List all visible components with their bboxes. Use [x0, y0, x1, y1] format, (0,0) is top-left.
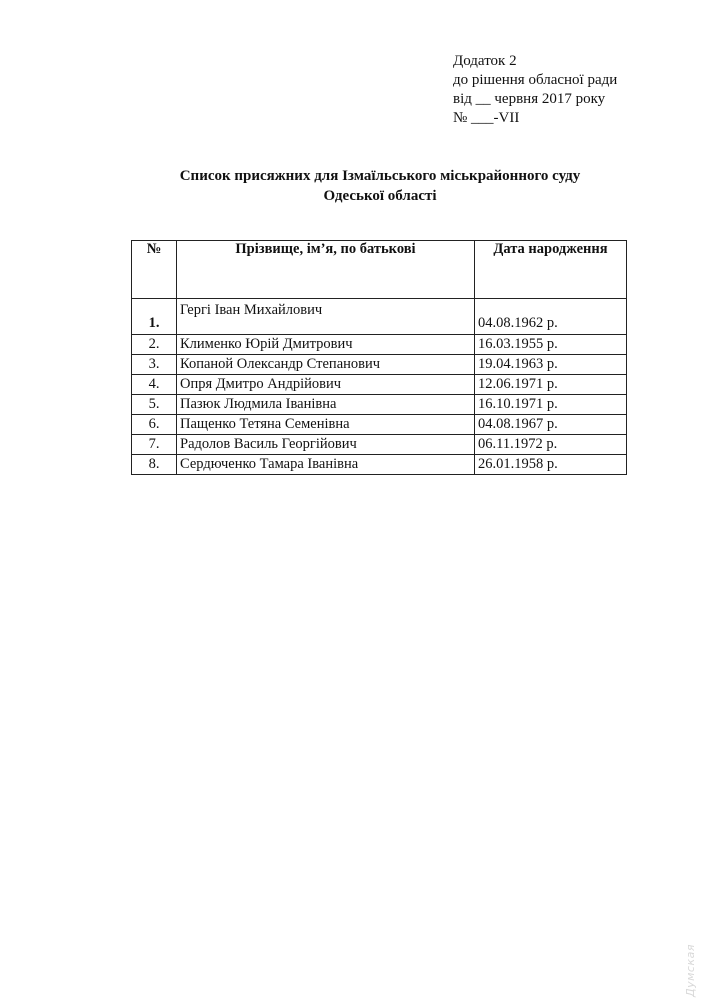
row-birth-date: 19.04.1963 р. [475, 355, 627, 375]
header-birth-date: Дата народження [475, 241, 627, 299]
jurors-table [131, 240, 627, 475]
table-row [132, 375, 627, 395]
row-full-name: Клименко Юрій Дмитрович [177, 335, 475, 355]
row-number: 8. [132, 455, 177, 475]
row-number: 6. [132, 415, 177, 435]
row-full-name: Пащенко Тетяна Семенівна [177, 415, 475, 435]
row-full-name: Пазюк Людмила Іванівна [177, 395, 475, 415]
row-full-name: Опря Дмитро Андрійович [177, 375, 475, 395]
appendix-header [453, 52, 617, 128]
row-full-name: Копаной Олександр Степанович [177, 355, 475, 375]
table-header-row [132, 241, 627, 299]
table-row [132, 435, 627, 455]
header-full-name: Прізвище, ім’я, по батькові [177, 241, 475, 299]
row-full-name: Радолов Василь Георгійович [177, 435, 475, 455]
row-birth-date: 04.08.1962 р. [475, 299, 627, 335]
row-full-name: Сердюченко Тамара Іванівна [177, 455, 475, 475]
row-number: 5. [132, 395, 177, 415]
header-number: № [132, 241, 177, 299]
row-number: 1. [132, 299, 177, 335]
appendix-decision: до рішення обласної ради [453, 72, 618, 88]
appendix-number: Додаток 2 [453, 53, 517, 69]
table-row [132, 299, 627, 335]
document-title: Список присяжних для Ізмаїльського міськрайонного суду [179, 168, 581, 184]
document-subtitle: Одеської області [323, 188, 437, 204]
row-birth-date: 16.10.1971 р. [475, 395, 627, 415]
row-full-name: Гергі Іван Михайлович [177, 299, 475, 335]
row-number: 7. [132, 435, 177, 455]
table-row [132, 455, 627, 475]
table-row [132, 395, 627, 415]
row-birth-date: 06.11.1972 р. [475, 435, 627, 455]
row-birth-date: 26.01.1958 р. [475, 455, 627, 475]
row-birth-date: 04.08.1967 р. [475, 415, 627, 435]
table-row [132, 335, 627, 355]
row-number: 3. [132, 355, 177, 375]
table-row [132, 415, 627, 435]
appendix-date: від __ червня 2017 року [453, 91, 606, 107]
row-number: 2. [132, 335, 177, 355]
table-row [132, 355, 627, 375]
row-number: 4. [132, 375, 177, 395]
watermark: Думская [684, 944, 697, 997]
appendix-doc-number: № ___-VII [453, 110, 520, 126]
row-birth-date: 16.03.1955 р. [475, 335, 627, 355]
row-birth-date: 12.06.1971 р. [475, 375, 627, 395]
